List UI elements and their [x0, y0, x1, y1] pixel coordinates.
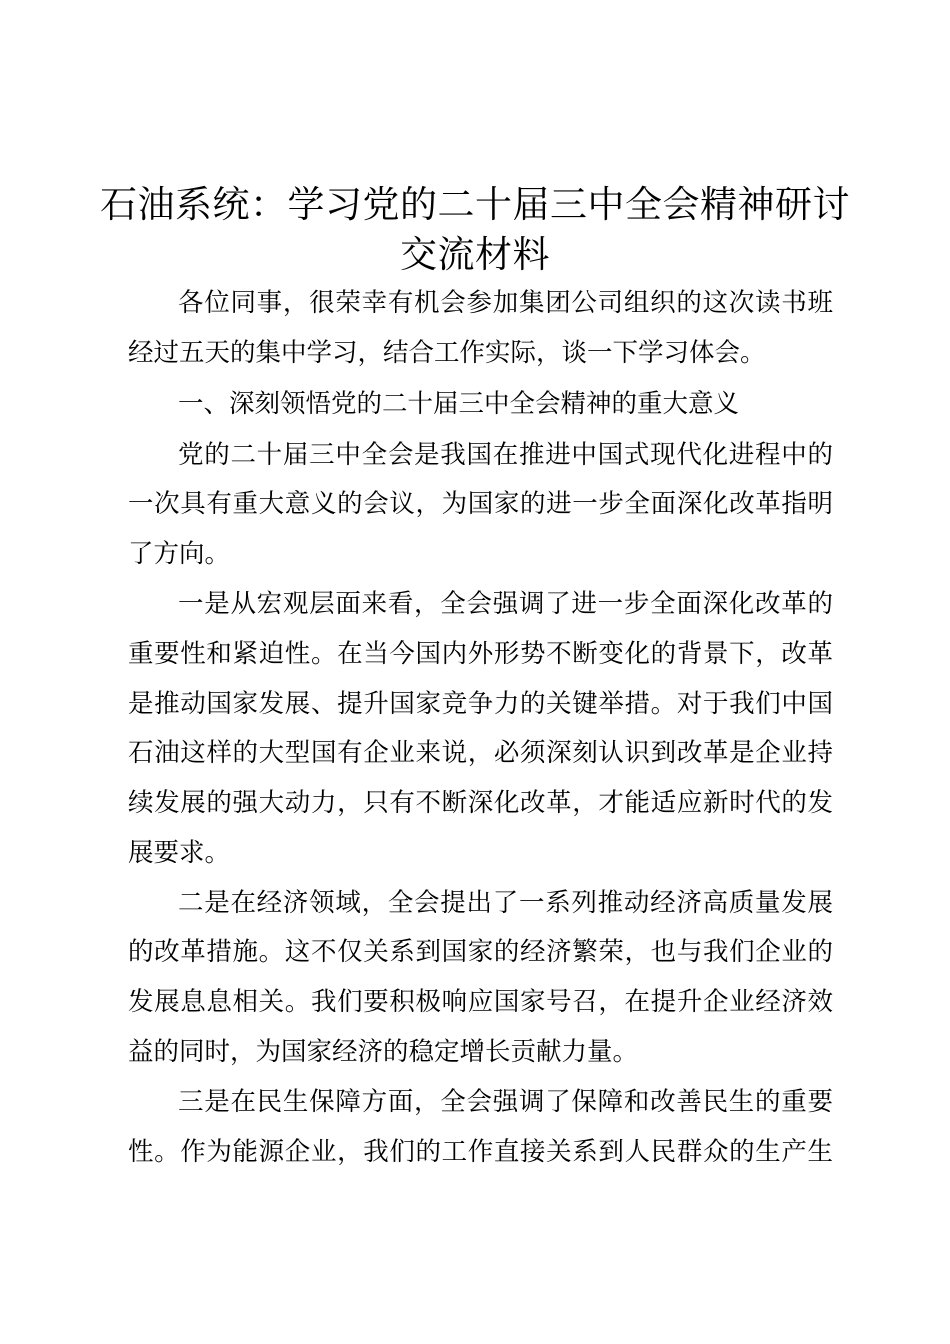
paragraph-macro-line-6: 展要求。 [128, 838, 231, 868]
paragraph-macro-line-3: 是推动国家发展、提升国家竞争力的关键举措。对于我们中国 [128, 689, 833, 719]
paragraph-economy-line-4: 益的同时，为国家经济的稳定增长贡献力量。 [128, 1037, 639, 1067]
paragraph-economy-line-3: 发展息息相关。我们要积极响应国家号召，在提升企业经济效 [128, 987, 833, 1017]
paragraph-macro-line-2: 重要性和紧迫性。在当今国内外形势不断变化的背景下，改革 [128, 639, 833, 669]
paragraph-intro-line-1: 各位同事，很荣幸有机会参加集团公司组织的这次读书班 [178, 288, 833, 318]
paragraph-significance-line-1: 党的二十届三中全会是我国在推进中国式现代化进程中的 [178, 440, 833, 470]
paragraph-intro-line-2: 经过五天的集中学习，结合工作实际，谈一下学习体会。 [128, 338, 766, 368]
section-heading-1: 一、深刻领悟党的二十届三中全会精神的重大意义 [178, 389, 740, 419]
document-title-line-1: 石油系统：学习党的二十届三中全会精神研讨 [100, 183, 850, 226]
paragraph-macro-line-1: 一是从宏观层面来看，全会强调了进一步全面深化改革的 [178, 589, 833, 619]
paragraph-economy-line-2: 的改革措施。这不仅关系到国家的经济繁荣，也与我们企业的 [128, 937, 833, 967]
paragraph-livelihood-line-2: 性。作为能源企业，我们的工作直接关系到人民群众的生产生 [128, 1137, 833, 1167]
paragraph-macro-line-4: 石油这样的大型国有企业来说，必须深刻认识到改革是企业持 [128, 738, 833, 768]
paragraph-economy-line-1: 二是在经济领域，全会提出了一系列推动经济高质量发展 [178, 888, 833, 918]
paragraph-macro-line-5: 续发展的强大动力，只有不断深化改革，才能适应新时代的发 [128, 788, 833, 818]
paragraph-significance-line-2: 一次具有重大意义的会议，为国家的进一步全面深化改革指明 [128, 489, 833, 519]
paragraph-significance-line-3: 了方向。 [128, 539, 231, 569]
paragraph-livelihood-line-1: 三是在民生保障方面，全会强调了保障和改善民生的重要 [178, 1087, 833, 1117]
document-title-line-2: 交流材料 [400, 233, 550, 276]
